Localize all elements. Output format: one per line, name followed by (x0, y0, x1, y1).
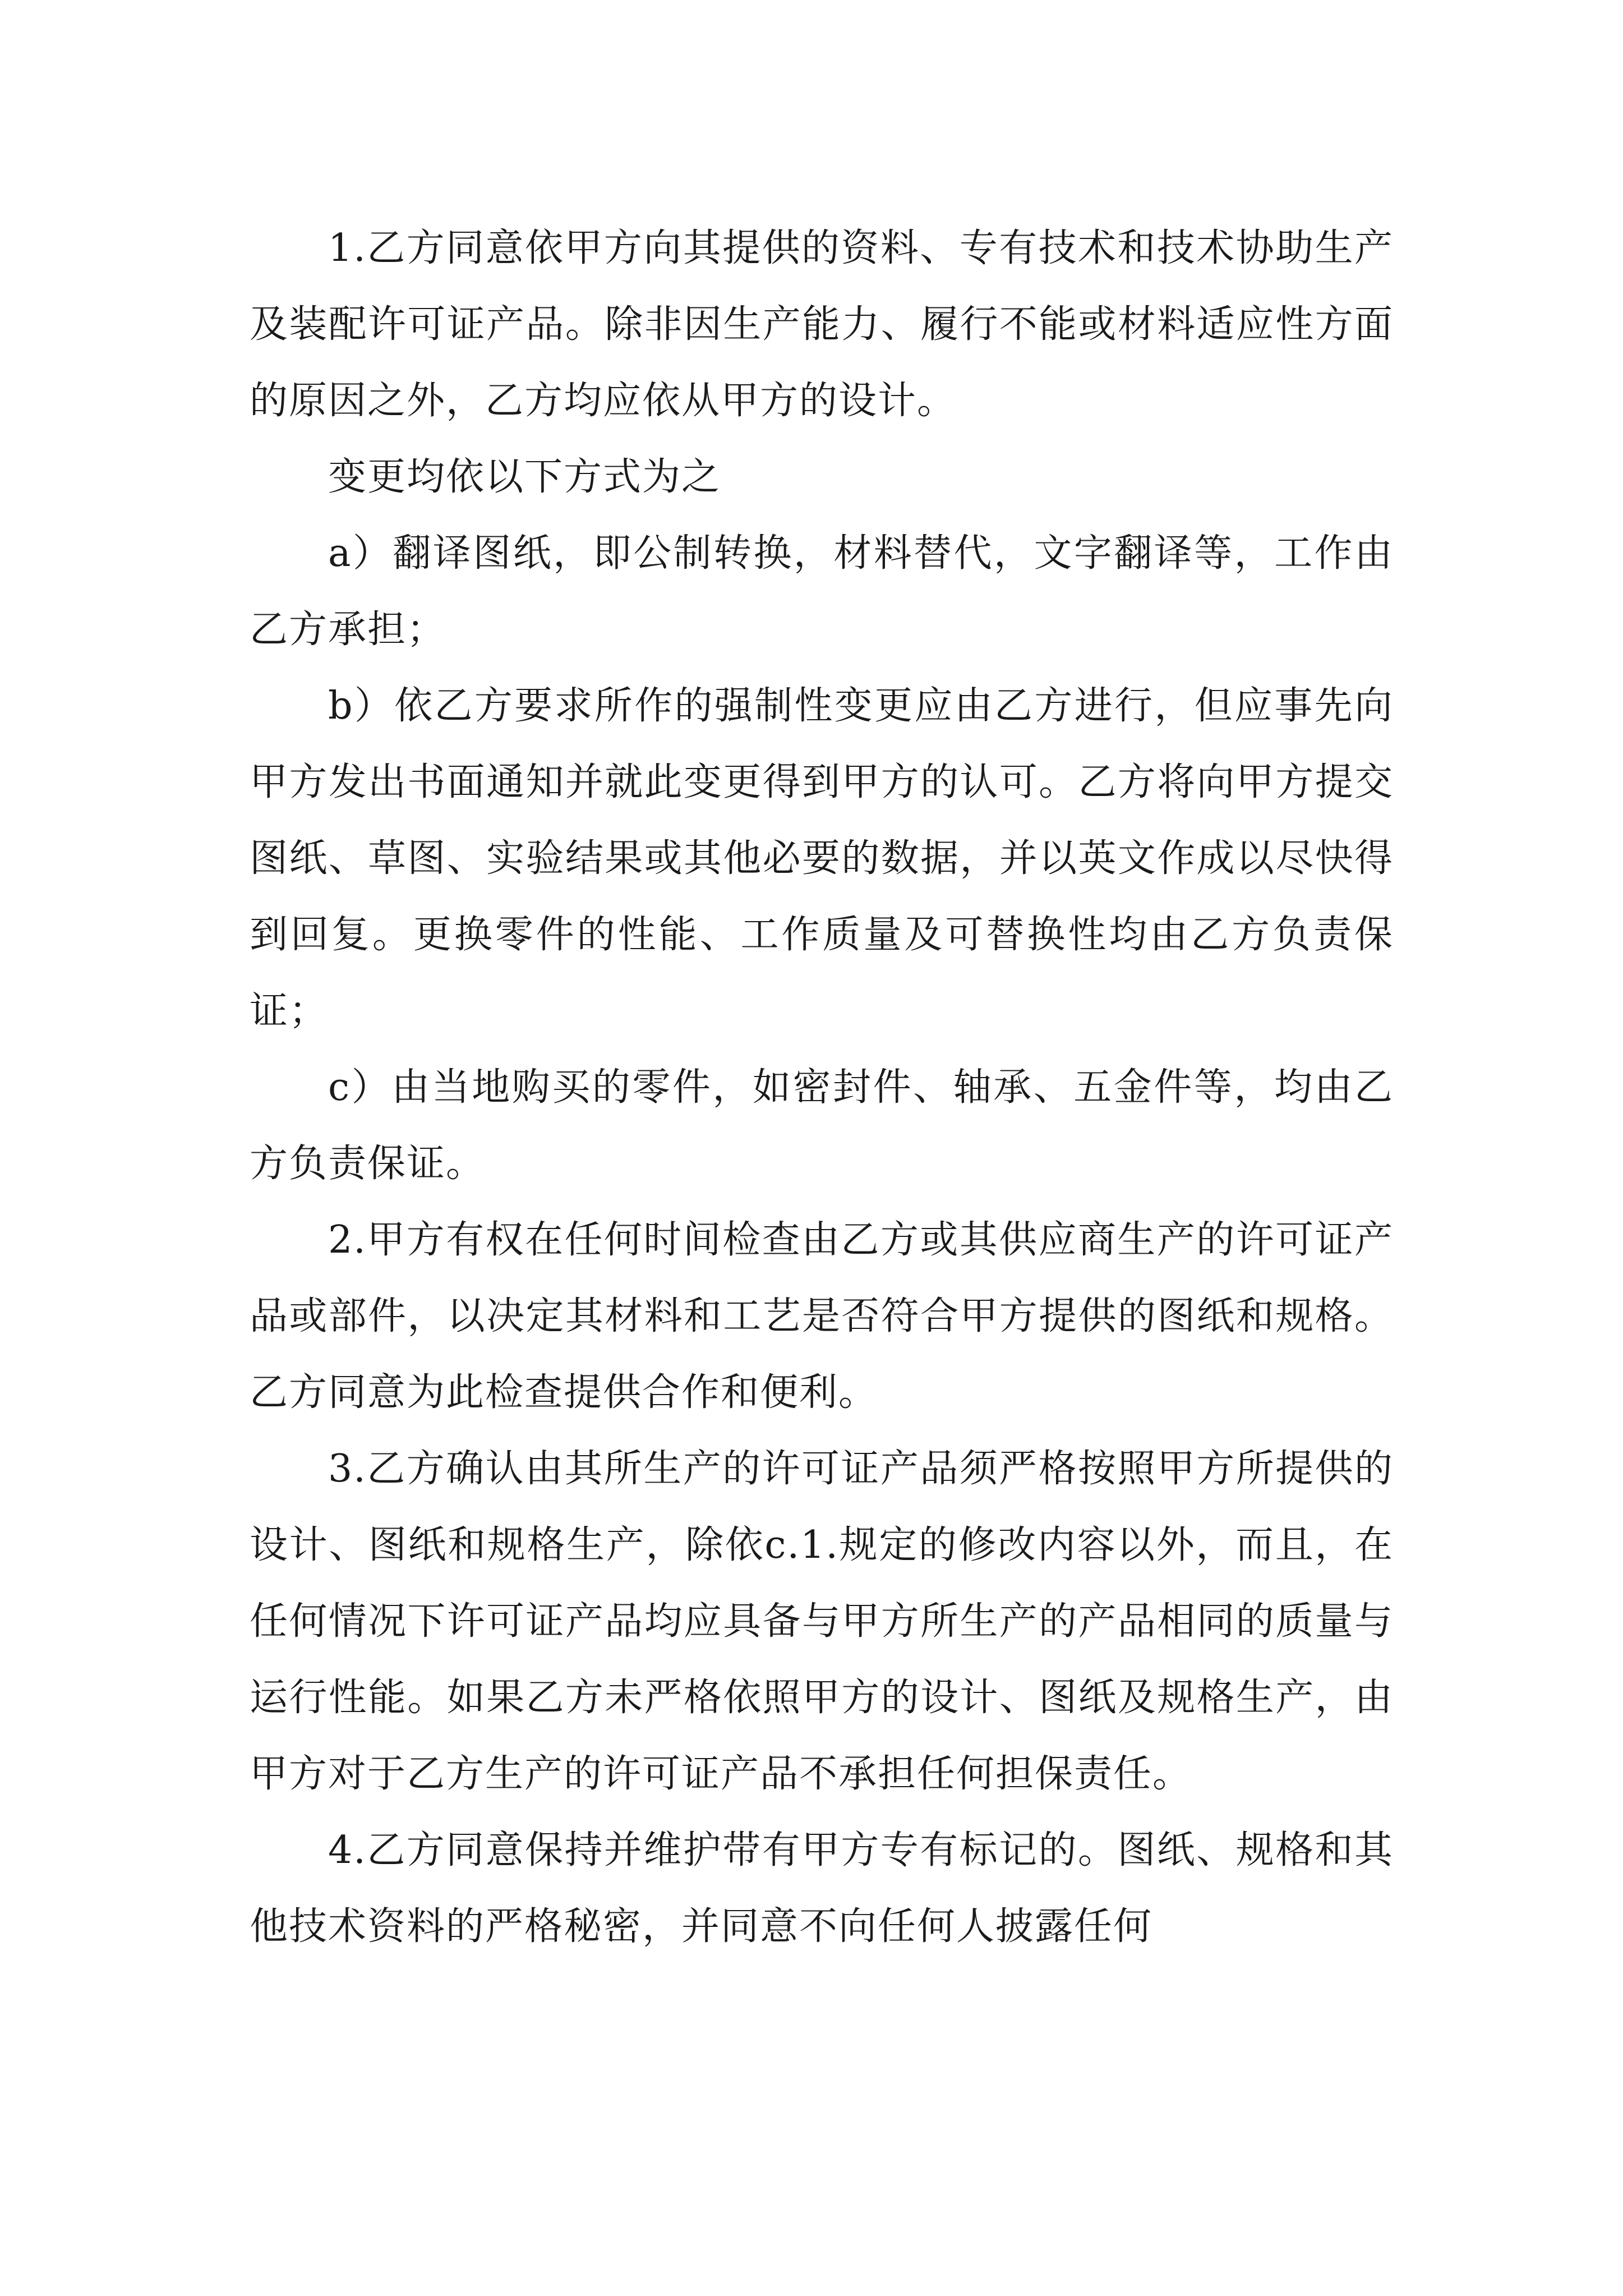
paragraph-clause-4: 4.乙方同意保持并维护带有甲方专有标记的。图纸、规格和其他技术资料的严格秘密，并同意不向任何人披露任何 (250, 1828, 1394, 1949)
paragraph-clause-2: 2.甲方有权在任何时间检查由乙方或其供应商生产的许可证产品或部件，以决定其材料和工艺是否符合甲方提供的图纸和规格。乙方同意为此检查提供合作和便利。 (250, 1218, 1394, 1415)
paragraph-change-methods: 变更均依以下方式为之 (328, 455, 721, 499)
paragraph-clause-3: 3.乙方确认由其所生产的许可证产品须严格按照甲方所提供的设计、图纸和规格生产，除依c.1.规定的修改内容以外，而且，在任何情况下许可证产品均应具备与甲方所生产的产品相同的质量与运行性能。如果乙方未严格依照甲方的设计、图纸及规格生产，由甲方对于乙方生产的许可证产品不承担任何担保责任。 (250, 1447, 1394, 1796)
paragraph-item-b: b）依乙方要求所作的强制性变更应由乙方进行，但应事先向甲方发出书面通知并就此变更得到甲方的认可。乙方将向甲方提交图纸、草图、实验结果或其他必要的数据，并以英文作成以尽快得到回复。更换零件的性能、工作质量及可替换性均由乙方负责保证； (250, 684, 1394, 1033)
paragraph-item-a: a）翻译图纸，即公制转换，材料替代，文字翻译等，工作由乙方承担； (250, 531, 1394, 652)
paragraph-item-c: c）由当地购买的零件，如密封件、轴承、五金件等，均由乙方负责保证。 (250, 1065, 1394, 1186)
paragraph-clause-1: 1.乙方同意依甲方向其提供的资料、专有技术和技术协助生产及装配许可证产品。除非因生产能力、履行不能或材料适应性方面的原因之外，乙方均应依从甲方的设计。 (250, 226, 1394, 423)
document-body (250, 210, 1394, 1965)
